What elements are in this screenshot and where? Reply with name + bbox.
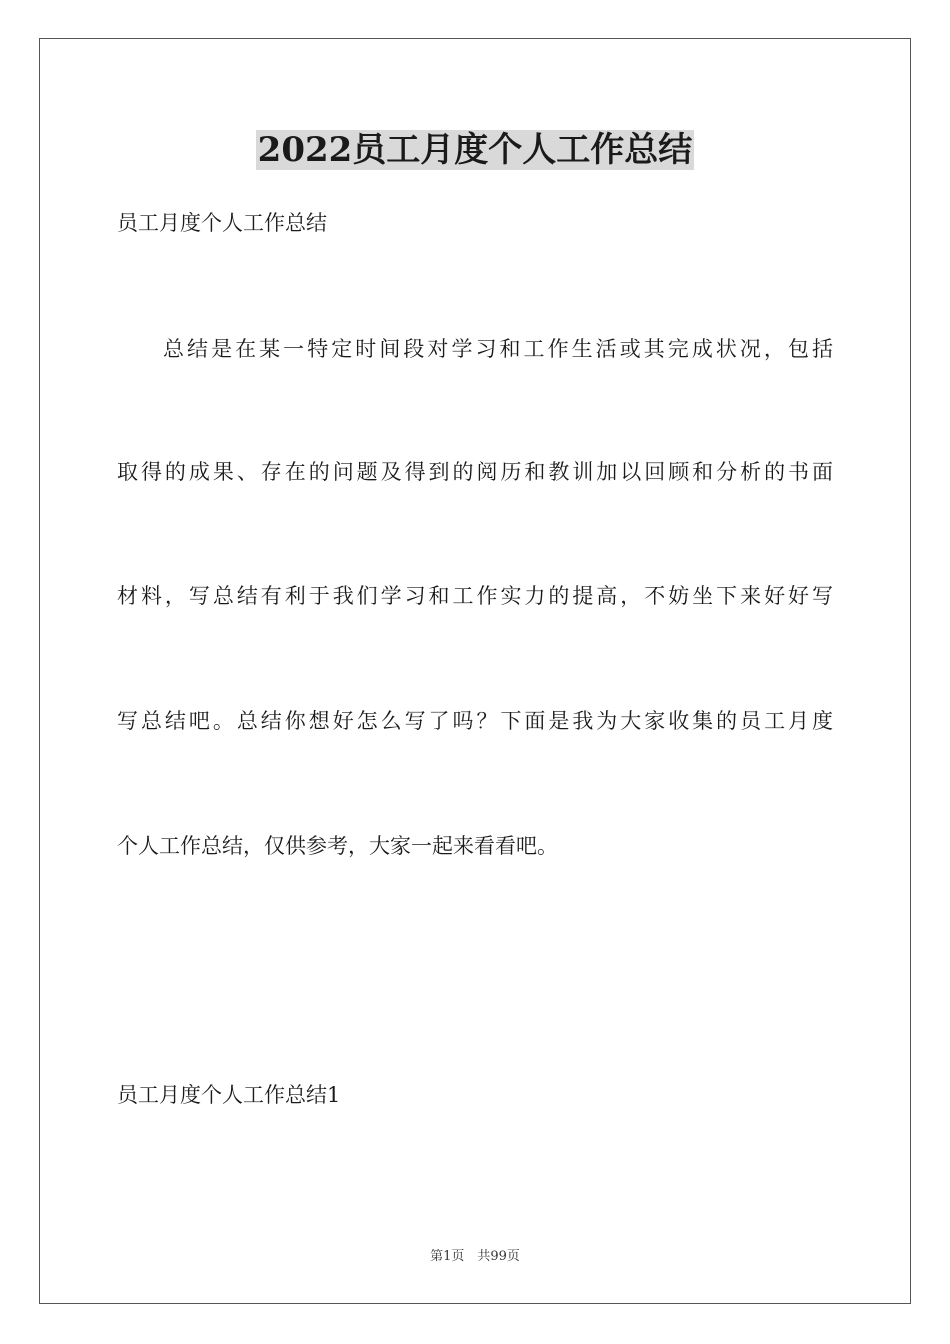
intro-paragraph-line: 材料，写总结有利于我们学习和工作实力的提高，不妨坐下来好好写 — [117, 584, 833, 608]
intro-paragraph-line: 写总结吧。总结你想好怎么写了吗？下面是我为大家收集的员工月度 — [117, 709, 833, 733]
section-heading: 员工月度个人工作总结1 — [117, 1083, 341, 1107]
document-title-text: 2022员工月度个人工作总结 — [257, 130, 693, 170]
intro-paragraph-line: 取得的成果、存在的问题及得到的阅历和教训加以回顾和分析的书面 — [117, 460, 833, 484]
document-title — [0, 124, 950, 176]
intro-paragraph-line: 总结是在某一特定时间段对学习和工作生活或其完成状况，包括 — [163, 337, 833, 361]
page-number-footer: 第1页 共99页 — [430, 1249, 520, 1264]
document-subtitle: 员工月度个人工作总结 — [117, 211, 327, 235]
intro-paragraph-line: 个人工作总结，仅供参考，大家一起来看看吧。 — [117, 834, 558, 858]
